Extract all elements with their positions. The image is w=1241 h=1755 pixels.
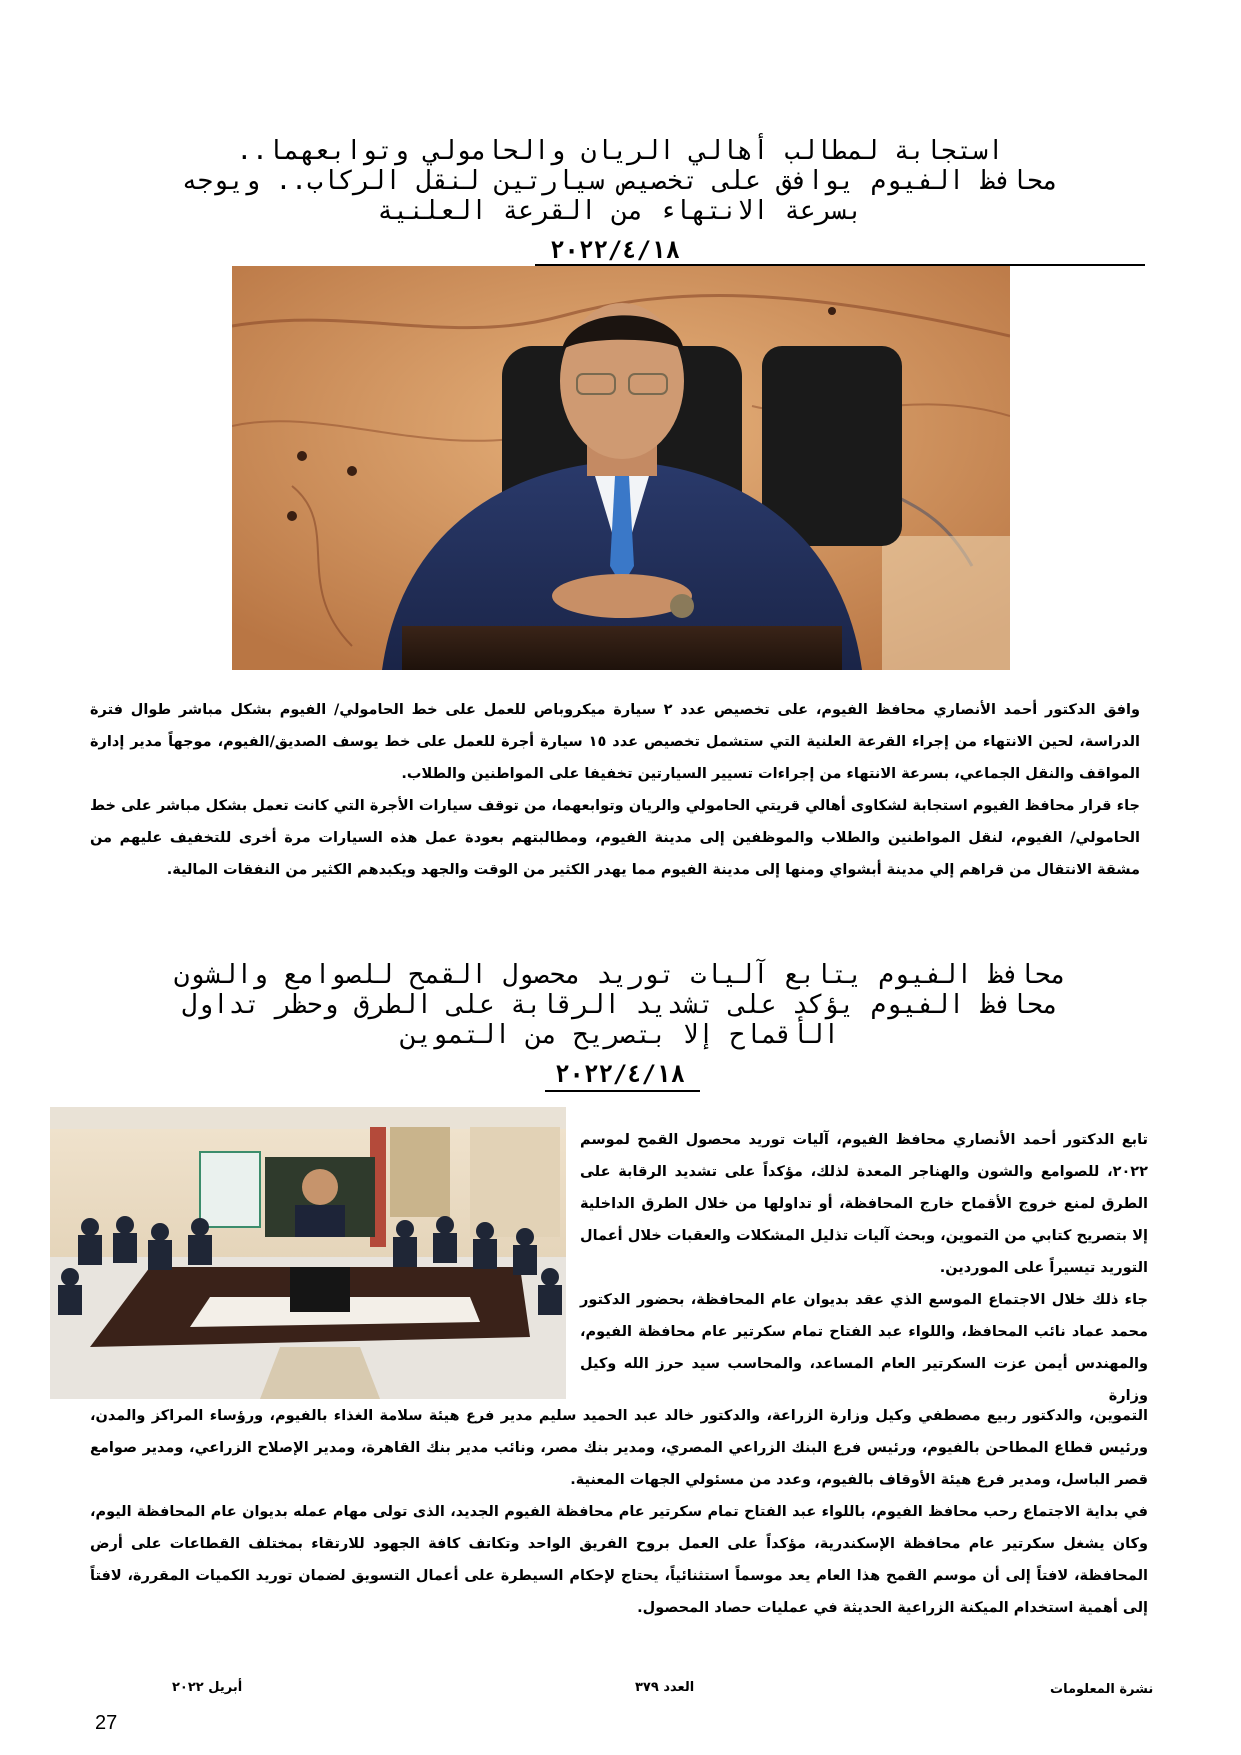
article2-paragraph: التموين، والدكتور ربيع مصطفي وكيل وزارة الزراعة، والدكتور خالد عبد الحميد سليم مدير فرع هيئة سلامة الغذاء بالفيوم، ورؤساء المراكز والمدن، ورئيس قطاع المطاحن بالفيوم، ورئيس فرع البنك الزراعي المصري، ومدير بنك مصر، ونائب مدير بنك القاهرة، ومدير الإصلاح الزراعي، ومدير صوامع قصر الباسل، ومدير فرع هيئة الأوقاف بالفيوم، وعدد من مسئولي الجهات المعنية.: [90, 1408, 1148, 1488]
article2-side-body: [580, 1124, 1148, 1412]
footer-month: أبريل ٢٠٢٢: [172, 1680, 243, 1695]
article1-paragraph: وافق الدكتور أحمد الأنصاري محافظ الفيوم، على تخصيص عدد ٢ سيارة ميكروباص للعمل على خط الحامولي/ الفيوم بشكل مباشر طوال فترة الدراسة، لحين الانتهاء من إجراء القرعة العلنية التي ستشمل تخصيص عدد ١٥ سيارة أجرة للعمل على خط يوسف الصديق/الفيوم، موجهاً مدير إدارة المواقف والنقل الجماعي، بسرعة الانتهاء من إجراءات تسيير السيارتين تخفيفا على المواطنين والطلاب.: [90, 702, 1140, 782]
article1-body: [90, 694, 1140, 886]
article1-headline-line: استجابة لمطالب أهالي الريان والحامولي وتوابعهما..: [236, 136, 1004, 166]
article1-headline-line: محافظ الفيوم يوافق على تخصيص سيارتين لنقل الركاب.. ويوجه: [181, 166, 1059, 196]
article2-headline-line: محافظ الفيوم يتابع آليات توريد محصول القمح للصوامع والشون: [173, 960, 1067, 990]
article2-rule: [545, 1090, 700, 1092]
article1-headline: [100, 136, 1140, 226]
article2-paragraph: تابع الدكتور أحمد الأنصاري محافظ الفيوم، آليات توريد محصول القمح لموسم ٢٠٢٢، للصوامع والشون والهناجر المعدة لذلك، مؤكداً على تشديد الرقابة على الطرق لمنع خروج الأقماح خارج المحافظة، أو تداولها من خلال الطرق الداخلية إلا بتصريح كتابي من التموين، وبحث آليات تذليل المشكلات والعقبات خلال أعمال التوريد تيسيراً على الموردين.: [580, 1132, 1148, 1276]
footer-issue: العدد ٣٧٩: [635, 1680, 695, 1695]
meeting-photo: [50, 1107, 566, 1399]
footer-publication: نشرة المعلومات: [1050, 1682, 1154, 1697]
article2-headline-line: الأقماح إلا بتصريح من التموين: [400, 1020, 840, 1050]
governor-photo: [232, 266, 1010, 670]
article2-full-body: [90, 1400, 1148, 1624]
article1-headline-line: بسرعة الانتهاء من القرعة العلنية: [377, 196, 863, 226]
article2-paragraph: في بداية الاجتماع رحب محافظ الفيوم، باللواء عبد الفتاح تمام سكرتير عام محافظة الفيوم الجديد، الذى تولى مهام عمله بديوان عام المحافظة اليوم، وكان يشغل سكرتير عام محافظة الإسكندرية، مؤكداً على العمل بروح الفريق الواحد وتكاتف كافة الجهود للارتقاء بمختلف القطاعات على أرض المحافظة، لافتاً إلى أن موسم القمح هذا العام يعد موسماً استثنائياً، يحتاج لإحكام السيطرة على أعمال التسويق لضمان توريد الكميات المقررة، لافتاً إلى أهمية استخدام الميكنة الزراعية الحديثة في عمليات حصاد المحصول.: [90, 1504, 1148, 1616]
article1-paragraph: جاء قرار محافظ الفيوم استجابة لشكاوى أهالي قريتي الحامولي والريان وتوابعهما، من توقف سيارات الأجرة التي كانت تعمل بشكل مباشر على خط الحامولي/ الفيوم، لنقل المواطنين والطلاب والموظفين إلى مدينة الفيوم، ومطالبتهم بعودة عمل هذه السيارات مرة أخرى للتخفيف عليهم من مشقة الانتقال من قراهم إلي مدينة أبشواي ومنها إلى مدينة الفيوم مما يهدر الكثير من الوقت والجهد ويكبدهم الكثير من النفقات المالية.: [90, 798, 1140, 878]
article2-headline: [100, 960, 1140, 1050]
article2-paragraph: جاء ذلك خلال الاجتماع الموسع الذي عقد بديوان عام المحافظة، بحضور الدكتور محمد عماد نائب المحافظ، واللواء عبد الفتاح تمام سكرتير عام محافظة الفيوم، والمهندس أيمن عزت السكرتير العام المساعد، والمحاسب سيد حرز الله وكيل وزارة: [580, 1292, 1148, 1404]
page-number: 27: [95, 1712, 118, 1734]
article2-headline-line: محافظ الفيوم يؤكد على تشديد الرقابة على الطرق وحظر تداول: [181, 990, 1059, 1020]
article2-date: ٢٠٢٢/٤/١٨: [554, 1060, 686, 1088]
article1-date: ٢٠٢٢/٤/١٨: [549, 236, 681, 264]
